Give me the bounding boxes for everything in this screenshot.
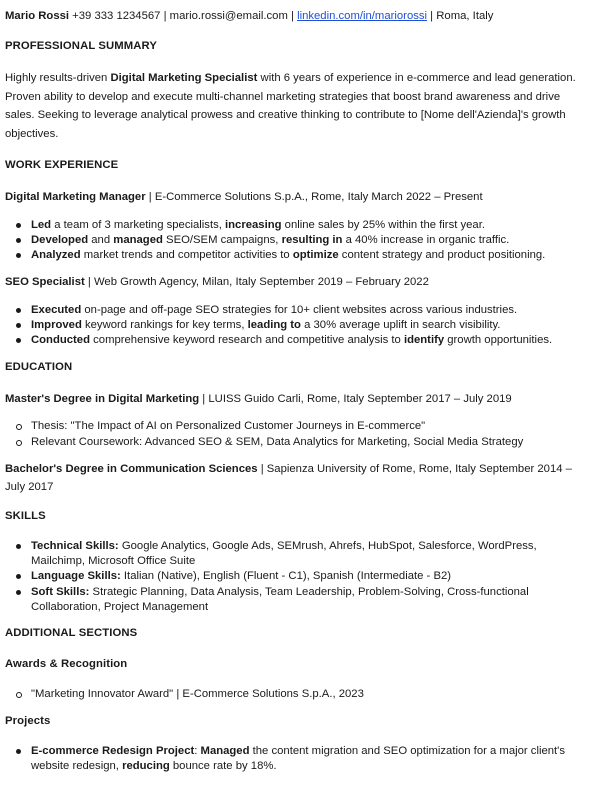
list-item: Language Skills: Italian (Native), English (Fluent - C1), Spanish (Intermediate - B2)	[31, 569, 584, 584]
section-title-additional: ADDITIONAL SECTIONS	[5, 627, 138, 640]
degree-details: | Sapienza University of Rome, Rome, Italy September 2014 – July 2017	[5, 462, 572, 494]
degree-name: Master's Degree in Digital Marketing	[5, 392, 200, 405]
projects-list	[5, 744, 584, 775]
email-address: mario.rossi@email.com	[169, 10, 288, 22]
section-title-summary: PROFESSIONAL SUMMARY	[5, 40, 158, 52]
subsection-title-awards: Awards & Recognition	[5, 658, 128, 671]
location: Roma, Italy	[436, 10, 494, 22]
list-item: Relevant Coursework: Advanced SEO & SEM, Data Analytics for Marketing, Social Media Strategy	[31, 435, 584, 450]
job-bullets	[5, 303, 584, 349]
phone-number: +39 333 1234567	[72, 10, 161, 22]
degree-name: Bachelor's Degree in Communication Sciences	[5, 462, 258, 475]
job-bullets	[5, 218, 584, 264]
summary-paragraph: Highly results-driven Digital Marketing Specialist with 6 years of experience in e-commerce and lead generation. Proven ability to develop and execute multi-channel marketing strategies that boost brand awareness and drive sales. Seeking to leverage analytical prowess and creative thinking to contribute to [Nome dell'Azienda]'s growth objectives.	[5, 72, 576, 140]
list-item: "Marketing Innovator Award" | E-Commerce Solutions S.p.A., 2023	[31, 687, 584, 702]
job-role: Digital Marketing Manager	[5, 191, 146, 203]
job-details: | E-Commerce Solutions S.p.A., Rome, Italy March 2022 – Present	[145, 191, 483, 203]
subsection-title-projects: Projects	[5, 714, 51, 727]
list-item: Analyzed market trends and competitor activities to optimize content strategy and product positioning.	[31, 248, 584, 263]
list-item: Soft Skills: Strategic Planning, Data Analysis, Team Leadership, Problem-Solving, Cross-functional Collaboration, Project Management	[31, 585, 584, 616]
job-heading	[5, 273, 584, 292]
list-item: E-commerce Redesign Project: Managed the content migration and SEO optimization for a major client's website redesign, reducing bounce rate by 18%.	[31, 744, 584, 775]
list-item: Conducted comprehensive keyword research and competitive analysis to identify growth opportunities.	[31, 333, 584, 348]
section-title-experience: WORK EXPERIENCE	[5, 159, 119, 171]
candidate-name: Mario Rossi	[5, 10, 70, 22]
list-item: Developed and managed SEO/SEM campaigns, resulting in a 40% increase in organic traffic.	[31, 233, 584, 248]
list-item: Thesis: "The Impact of AI on Personalized Customer Journeys in E-commerce"	[31, 419, 584, 434]
linkedin-link[interactable]: linkedin.com/in/mariorossi	[297, 10, 428, 22]
list-item: Executed on-page and off-page SEO strategies for 10+ client websites across various industries.	[31, 303, 584, 318]
degree-details: | LUISS Guido Carli, Rome, Italy September 2017 – July 2019	[199, 392, 512, 405]
section-title-education: EDUCATION	[5, 360, 73, 373]
contact-header: Mario Rossi +39 333 1234567 | mario.rossi@email.com | linkedin.com/in/mariorossi | Roma, Italy	[5, 10, 494, 22]
job-role: SEO Specialist	[5, 276, 85, 289]
education-bullets	[5, 419, 584, 450]
list-item: Led a team of 3 marketing specialists, increasing online sales by 25% within the first year.	[31, 218, 584, 233]
list-item: Technical Skills: Google Analytics, Google Ads, SEMrush, Ahrefs, HubSpot, Salesforce, WordPress, Mailchimp, Microsoft Office Suite	[31, 539, 584, 570]
education-heading	[5, 460, 584, 497]
education-heading	[5, 390, 584, 409]
awards-list	[5, 687, 584, 702]
skills-list	[5, 539, 584, 615]
section-title-skills: SKILLS	[5, 509, 46, 522]
job-heading	[5, 188, 584, 207]
job-details: | Web Growth Agency, Milan, Italy September 2019 – February 2022	[84, 276, 429, 289]
list-item: Improved keyword rankings for key terms, leading to a 30% average uplift in search visibility.	[31, 318, 584, 333]
